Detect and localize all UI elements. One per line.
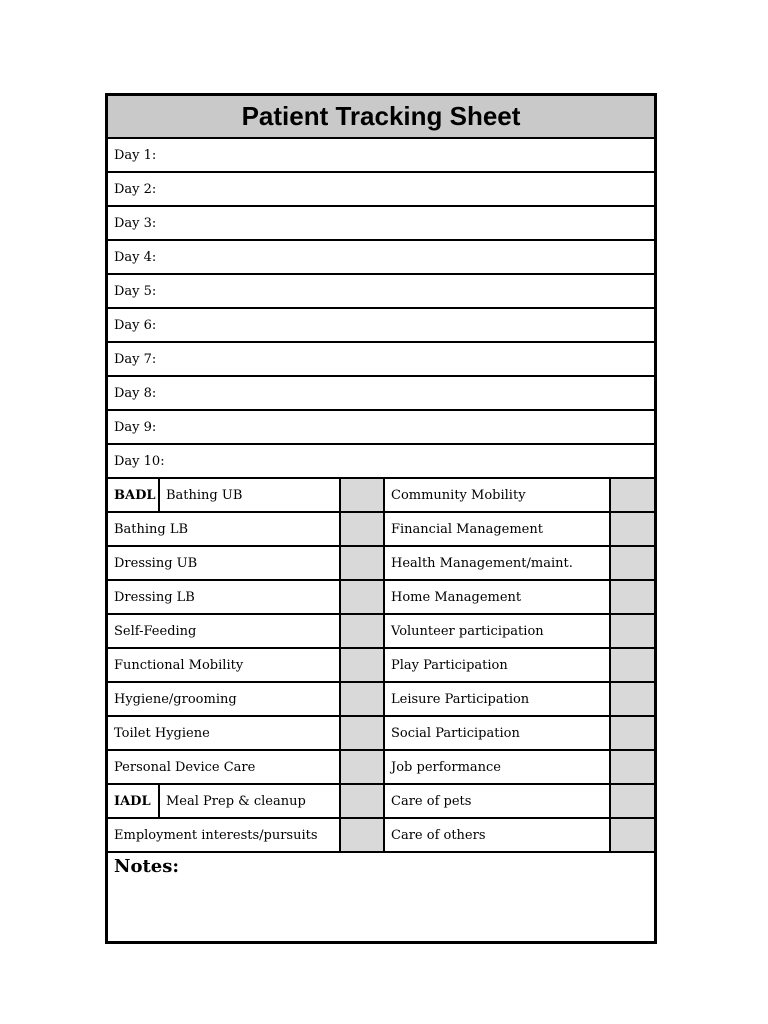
activity-checkbox[interactable] xyxy=(611,751,654,783)
day-label: Day 7: xyxy=(114,351,157,367)
activity-checkbox[interactable] xyxy=(611,513,654,545)
activity-row xyxy=(108,819,654,853)
activity-label: Job performance xyxy=(385,751,611,783)
activity-label: Care of others xyxy=(385,819,611,851)
day-row[interactable] xyxy=(108,411,654,445)
activity-row xyxy=(108,581,654,615)
activity-label: Home Management xyxy=(385,581,611,613)
activity-checkbox[interactable] xyxy=(341,819,385,851)
sheet-title: Patient Tracking Sheet xyxy=(108,96,654,139)
activity-label: Hygiene/grooming xyxy=(108,683,341,715)
activity-left-cell xyxy=(108,785,341,817)
day-label: Day 10: xyxy=(114,453,165,469)
activity-row xyxy=(108,513,654,547)
activity-row xyxy=(108,479,654,513)
activity-left-cell xyxy=(108,479,341,511)
day-row[interactable] xyxy=(108,139,654,173)
day-label: Day 6: xyxy=(114,317,157,333)
activity-checkbox[interactable] xyxy=(611,717,654,749)
activity-checkbox[interactable] xyxy=(341,683,385,715)
activity-label: Self-Feeding xyxy=(108,615,341,647)
activity-label: Toilet Hygiene xyxy=(108,717,341,749)
activity-checkbox[interactable] xyxy=(341,513,385,545)
activity-row xyxy=(108,683,654,717)
activity-checkbox[interactable] xyxy=(611,819,654,851)
activity-row xyxy=(108,615,654,649)
activity-checkbox[interactable] xyxy=(611,649,654,681)
activity-row xyxy=(108,649,654,683)
activity-label: Bathing LB xyxy=(108,513,341,545)
activity-row xyxy=(108,717,654,751)
activity-label: Personal Device Care xyxy=(108,751,341,783)
category-tag: IADL xyxy=(108,785,160,817)
activity-label: Employment interests/pursuits xyxy=(108,819,341,851)
activity-label: Bathing UB xyxy=(166,487,243,503)
activity-checkbox[interactable] xyxy=(341,615,385,647)
activity-label: Meal Prep & cleanup xyxy=(166,793,306,809)
day-rows xyxy=(108,139,654,479)
activity-label: Community Mobility xyxy=(385,479,611,511)
day-label: Day 5: xyxy=(114,283,157,299)
activity-label: Dressing LB xyxy=(108,581,341,613)
day-row[interactable] xyxy=(108,309,654,343)
activity-checkbox[interactable] xyxy=(341,547,385,579)
activity-label: Functional Mobility xyxy=(108,649,341,681)
day-label: Day 2: xyxy=(114,181,157,197)
day-row[interactable] xyxy=(108,445,654,479)
day-row[interactable] xyxy=(108,275,654,309)
activity-checkbox[interactable] xyxy=(341,581,385,613)
day-row[interactable] xyxy=(108,173,654,207)
day-label: Day 9: xyxy=(114,419,157,435)
activity-checkbox[interactable] xyxy=(611,479,654,511)
day-label: Day 8: xyxy=(114,385,157,401)
category-tag: BADL xyxy=(108,479,160,511)
day-label: Day 4: xyxy=(114,249,157,265)
activity-label: Volunteer participation xyxy=(385,615,611,647)
activity-label: Financial Management xyxy=(385,513,611,545)
activity-checkbox[interactable] xyxy=(341,717,385,749)
day-row[interactable] xyxy=(108,207,654,241)
notes-label: Notes: xyxy=(114,856,180,877)
day-label: Day 1: xyxy=(114,147,157,163)
activity-row xyxy=(108,751,654,785)
notes-area[interactable] xyxy=(108,853,654,941)
activity-row xyxy=(108,547,654,581)
day-row[interactable] xyxy=(108,377,654,411)
activity-label: Leisure Participation xyxy=(385,683,611,715)
activity-label: Dressing UB xyxy=(108,547,341,579)
activity-label: Health Management/maint. xyxy=(385,547,611,579)
activity-label: Play Participation xyxy=(385,649,611,681)
activity-checkbox[interactable] xyxy=(611,785,654,817)
activity-checkbox[interactable] xyxy=(341,649,385,681)
day-label: Day 3: xyxy=(114,215,157,231)
activity-checkbox[interactable] xyxy=(611,581,654,613)
activity-checkbox[interactable] xyxy=(341,751,385,783)
activity-checkbox[interactable] xyxy=(341,479,385,511)
activity-label: Social Participation xyxy=(385,717,611,749)
day-row[interactable] xyxy=(108,343,654,377)
activity-checkbox[interactable] xyxy=(611,547,654,579)
activity-checkbox[interactable] xyxy=(611,683,654,715)
day-row[interactable] xyxy=(108,241,654,275)
activity-grid xyxy=(108,479,654,853)
activity-label: Care of pets xyxy=(385,785,611,817)
activity-checkbox[interactable] xyxy=(341,785,385,817)
activity-checkbox[interactable] xyxy=(611,615,654,647)
activity-row xyxy=(108,785,654,819)
tracking-sheet xyxy=(105,93,657,944)
